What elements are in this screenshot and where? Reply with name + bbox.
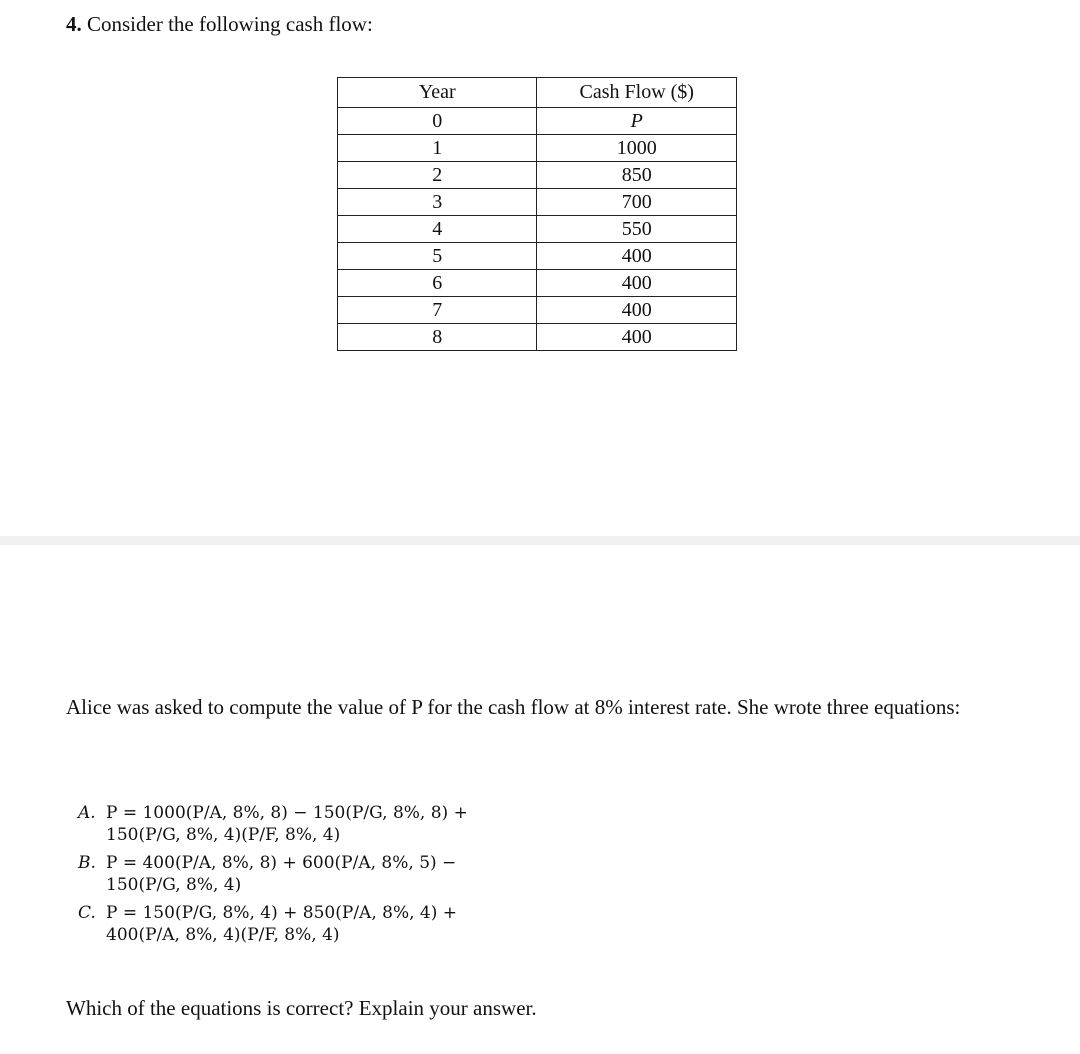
year-cell: 2 xyxy=(338,162,537,189)
equation-line: P = 1000(P/A, 8%, 8) − 150(P/G, 8%, 8) + xyxy=(106,803,468,823)
year-cell: 0 xyxy=(338,108,537,135)
table-row xyxy=(338,297,737,324)
equation-line: 150(P/G, 8%, 4)(P/F, 8%, 4) xyxy=(106,825,341,845)
equation-label: A. xyxy=(78,803,96,823)
year-cell: 5 xyxy=(338,243,537,270)
year-cell: 7 xyxy=(338,297,537,324)
equation-label: B. xyxy=(78,853,96,873)
equation-a xyxy=(78,802,468,846)
question-text: Which of the equations is correct? Explain your answer. xyxy=(66,996,537,1020)
equation-line: P = 400(P/A, 8%, 8) + 600(P/A, 8%, 5) − xyxy=(106,853,457,873)
table-row xyxy=(338,162,737,189)
year-cell: 1 xyxy=(338,135,537,162)
cash-flow-cell: 550 xyxy=(537,216,737,243)
year-cell: 4 xyxy=(338,216,537,243)
table-row xyxy=(338,189,737,216)
page-divider xyxy=(0,536,1080,545)
table-header-row xyxy=(338,78,737,108)
problem-number: 4. xyxy=(66,12,82,36)
cash-flow-cell: P xyxy=(537,108,737,135)
cash-flow-cell: 400 xyxy=(537,324,737,351)
cash-flow-cell: 400 xyxy=(537,270,737,297)
intro-paragraph: Alice was asked to compute the value of P for the cash flow at 8% interest rate. She wrote three equations: xyxy=(66,695,961,719)
problem-heading-text: Consider the following cash flow: xyxy=(87,12,373,36)
table-row xyxy=(338,243,737,270)
equation-line: 150(P/G, 8%, 4) xyxy=(106,875,242,895)
cash-flow-cell: 400 xyxy=(537,243,737,270)
equation-label: C. xyxy=(78,903,96,923)
cash-flow-cell: 1000 xyxy=(537,135,737,162)
column-header-year: Year xyxy=(338,78,537,108)
cash-flow-cell: 700 xyxy=(537,189,737,216)
table-row xyxy=(338,135,737,162)
year-cell: 3 xyxy=(338,189,537,216)
table-row xyxy=(338,108,737,135)
table-row xyxy=(338,270,737,297)
cash-flow-cell: 850 xyxy=(537,162,737,189)
column-header-cash-flow: Cash Flow ($) xyxy=(537,78,737,108)
equation-c xyxy=(78,902,457,946)
cash-flow-table xyxy=(337,77,737,351)
year-cell: 8 xyxy=(338,324,537,351)
equation-line: 400(P/A, 8%, 4)(P/F, 8%, 4) xyxy=(106,925,340,945)
equation-b xyxy=(78,852,456,896)
year-cell: 6 xyxy=(338,270,537,297)
problem-heading xyxy=(66,10,373,38)
equation-line: P = 150(P/G, 8%, 4) + 850(P/A, 8%, 4) + xyxy=(106,903,457,923)
table-row xyxy=(338,216,737,243)
cash-flow-cell: 400 xyxy=(537,297,737,324)
table-row xyxy=(338,324,737,351)
